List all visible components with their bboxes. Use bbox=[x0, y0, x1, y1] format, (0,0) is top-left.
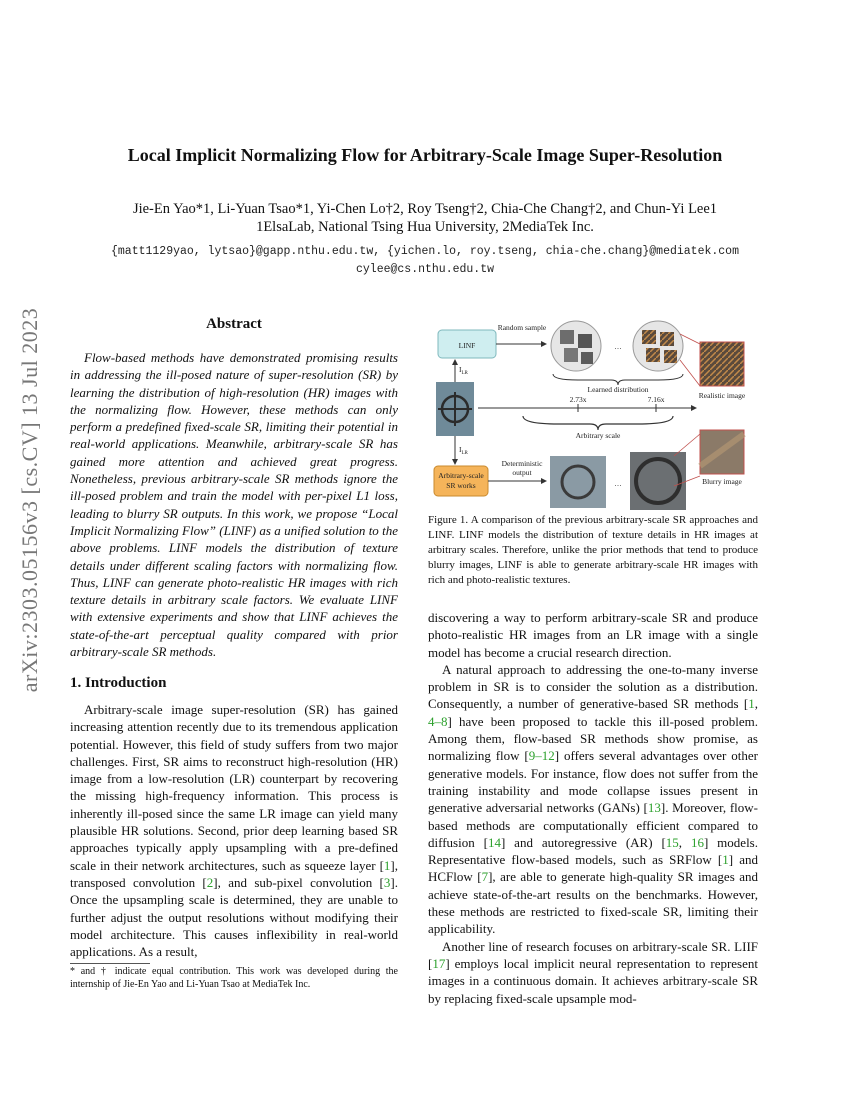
citation-link[interactable]: 4–8 bbox=[428, 713, 448, 729]
citation-link[interactable]: 15 bbox=[665, 834, 679, 850]
zoom-line bbox=[680, 360, 700, 386]
prior-label-2: SR works bbox=[446, 481, 476, 490]
arbitrary-scale-brace bbox=[523, 416, 673, 430]
text-run: ] offers several advantages over other generative models. For instance, flow does not suffer from the training instability and mode collapse issues present in generative adversarial networks (GANs) [ bbox=[428, 748, 758, 816]
citation-link[interactable]: 7 bbox=[481, 869, 489, 885]
text-run: Arbitrary-scale image super-resolution (SR) has gained increasing attention recently due to its tremendous application potential. However, this field of study suffers from two major challenges. First, SR aims to reconstruct high-resolution (HR) image from a low-resolution (LR) counterpart by recovering the missing high-frequency information. This process is inherently ill-posed since the same LR image can yield many plausible HR solutions. Second, prior deep learning based SR approaches typically apply upsampling with a pre-defined scale in their network architectures, such as squeeze layer [ bbox=[70, 702, 398, 873]
zoom-line bbox=[674, 434, 700, 456]
ellipsis: … bbox=[614, 479, 622, 488]
abstract-paragraph: Flow-based methods have demonstrated promising results in addressing the ill-posed nature of super-resolution (SR) by learning the distribution of high-resolution (HR) images with the normalizing flow. However, these methods can only perform a predefined fixed-scale SR, limiting their potential in real-world applications. Meanwhile, arbitrary-scale SR has gained more attention and achieved great progress. Nonetheless, previous arbitrary-scale SR methods ignore the ill-posed problem and train the model with per-pixel L1 loss, leading to blurry SR outputs. In this work, we propose “Local Implicit Normalizing Flow” (LINF) as a unified solution to the above problems. LINF models the distribution of texture details under different scaling factors with normalizing flow. Thus, LINF can generate photo-realistic HR images with rich texture details in arbitrary scale factors. We evaluate LINF with extensive experiments and show that LINF achieves the state-of-the-art perceptual quality compared with prior arbitrary-scale SR methods. bbox=[70, 350, 398, 660]
citation-link[interactable]: 17 bbox=[432, 955, 446, 971]
paper-title: Local Implicit Normalizing Flow for Arbitrary-Scale Image Super-Resolution bbox=[127, 145, 723, 165]
realistic-image-label: Realistic image bbox=[698, 391, 746, 400]
citation-link[interactable]: 1 bbox=[722, 852, 729, 868]
citation-link[interactable]: 1 bbox=[748, 696, 755, 712]
sample-distribution-circle bbox=[633, 321, 683, 371]
texture-patch bbox=[664, 350, 677, 363]
text-run: ]. Moreover, flow-based methods are computationally efficient compared to diffusion [ bbox=[428, 800, 758, 850]
figure-1-caption: Figure 1. A comparison of the previous arbitrary-scale SR approaches and LINF. LINF models the distribution of texture details in HR images at arbitrary scales. Therefore, unlike the prior methods that tend to produce blurry images, LINF is able to generate arbitrary-scale HR images with rich and photo-realistic textures. bbox=[428, 514, 758, 586]
linf-label: LINF bbox=[458, 341, 476, 350]
sample-patch bbox=[581, 352, 593, 364]
affiliations-line: 1ElsaLab, National Tsing Hua University, 2MediaTek Inc. bbox=[256, 219, 594, 235]
citation-link[interactable]: 14 bbox=[487, 834, 501, 850]
text-run: ] employs local implicit neural representation to represent images in a continuous domain. It achieves arbitrary-scale SR by replacing fixed-scale upsample mod- bbox=[428, 955, 758, 1006]
prior-label-1: Arbitrary-scale bbox=[438, 471, 484, 480]
ilr-label-bottom: $I_{LR}$ bbox=[459, 445, 468, 456]
email-block bbox=[40, 243, 810, 279]
text-run: ]. Once the upsampling scale is determined, they are unable to further adjust the output resolutions without modifying their model architecture. This causes inflexibility in real-world applications. As a result, bbox=[70, 874, 398, 960]
blurry-output-small bbox=[550, 456, 606, 508]
footnote: * and † indicate equal contribution. This work was developed during the internship of Jie-En Yao and Li-Yuan Tsao at MediaTek Inc. bbox=[70, 966, 398, 990]
text-run: ] and HCFlow [ bbox=[428, 852, 758, 885]
footnote-rule bbox=[70, 963, 150, 964]
ellipsis: … bbox=[614, 342, 622, 351]
texture-patch bbox=[646, 348, 660, 362]
authors-line: Jie-En Yao*1, Li-Yuan Tsao*1, Yi-Chen Lo†2, Roy Tseng†2, Chia-Che Chang†2, and Chun-Yi Lee1 bbox=[132, 201, 718, 217]
introduction-heading: 1. Introduction bbox=[70, 675, 167, 691]
deterministic-label-2: output bbox=[512, 468, 532, 477]
random-sample-label: Random sample bbox=[497, 323, 547, 332]
right-paragraph-2 bbox=[428, 661, 758, 938]
texture-patch bbox=[660, 332, 674, 346]
text-run: ] have been proposed to tackle this ill-posed problem. Among them, flow-based SR methods show promise, as normalizing flow [ bbox=[428, 713, 758, 764]
abstract-text bbox=[70, 349, 398, 660]
sample-distribution-circle bbox=[551, 321, 601, 371]
right-paragraph-1: discovering a way to perform arbitrary-scale SR and produce photo-realistic HR images from an LR image with a single model has become a crucial research direction. bbox=[428, 610, 758, 660]
citation-link[interactable]: 2 bbox=[206, 874, 214, 890]
learned-distribution-brace bbox=[553, 374, 683, 385]
text-run: ], are able to generate high-quality SR images and achieve state-of-the-art results on the benchmarks. However, these methods are restricted to fixed-scale SR, limiting their applicability. bbox=[428, 869, 758, 937]
text-run: A natural approach to addressing the one-to-many inverse problem in SR is to consider the solution as a distribution. Consequently, a number of generative-based SR methods [ bbox=[428, 661, 758, 712]
texture-patch bbox=[642, 330, 656, 344]
sample-patch bbox=[564, 348, 578, 362]
citation-link[interactable]: 13 bbox=[647, 800, 661, 816]
blurry-image-label: Blurry image bbox=[702, 477, 742, 486]
sample-patch bbox=[578, 334, 592, 348]
text-run: ], and sub-pixel convolution [ bbox=[213, 874, 384, 890]
citation-link[interactable]: 3 bbox=[383, 874, 391, 890]
citation-link[interactable]: 16 bbox=[690, 834, 704, 850]
text-run: ], transposed convolution [ bbox=[70, 857, 398, 890]
arxiv-sidebar-stamp bbox=[12, 300, 48, 700]
text-run: ] models. Representative flow-based models, such as SRFlow [ bbox=[428, 834, 758, 868]
emails-line-2: cylee@cs.nthu.edu.tw bbox=[355, 263, 495, 276]
ilr-label-top: $I_{LR}$ bbox=[459, 365, 468, 376]
text-run: ] and autoregressive (AR) [ bbox=[500, 834, 666, 850]
citation-link[interactable]: 1 bbox=[383, 857, 391, 873]
arbitrary-scale-label: Arbitrary scale bbox=[575, 431, 621, 440]
realistic-image bbox=[700, 342, 744, 386]
citation-link[interactable]: 9–12 bbox=[528, 748, 555, 764]
figure-1-diagram bbox=[428, 316, 758, 512]
text-run: , bbox=[754, 696, 758, 712]
arxiv-identifier: arXiv:2303.05156v3 [cs.CV] 13 Jul 2023 bbox=[17, 307, 42, 693]
deterministic-label-1: Deterministic bbox=[501, 459, 543, 468]
introduction-text bbox=[70, 701, 398, 960]
sample-patch bbox=[560, 330, 574, 344]
emails-line-1: {matt1129yao, lytsao}@gapp.nthu.edu.tw, {yichen.lo, roy.tseng, chia-che.chang}@mediatek.com bbox=[110, 245, 739, 258]
right-column-text bbox=[428, 609, 758, 1007]
text-run: , bbox=[678, 834, 691, 850]
intro-paragraph-1 bbox=[70, 701, 398, 960]
scale-tick-label-a: 2.73x bbox=[569, 395, 587, 404]
abstract-heading: Abstract bbox=[206, 316, 262, 332]
right-paragraph-3 bbox=[428, 938, 758, 1007]
learned-distribution-label: Learned distribution bbox=[587, 385, 649, 394]
author-block bbox=[40, 200, 810, 236]
text-run: Another line of research focuses on arbitrary-scale SR. LIIF [ bbox=[428, 938, 758, 971]
scale-tick-label-b: 7.16x bbox=[647, 395, 665, 404]
